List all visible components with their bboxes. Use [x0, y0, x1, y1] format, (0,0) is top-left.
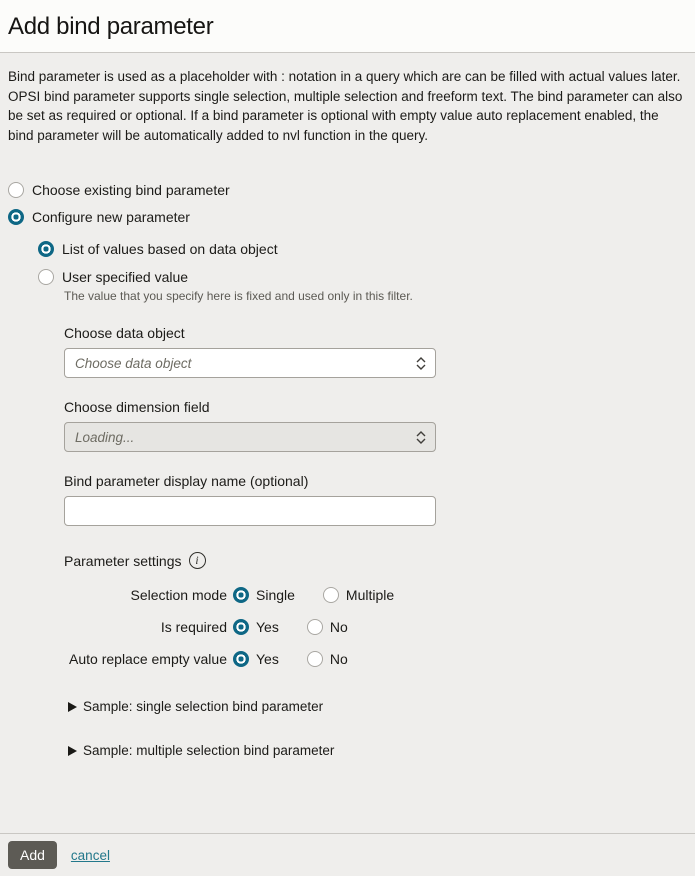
data-object-select-placeholder: Choose data object	[75, 355, 192, 371]
sample-multiple-label: Sample: multiple selection bind parameter	[83, 743, 335, 758]
disclosure-triangle-icon	[68, 746, 77, 756]
sample-single-label: Sample: single selection bind parameter	[83, 699, 324, 714]
data-object-field	[64, 325, 687, 378]
radio-required-yes-label: Yes	[256, 619, 279, 635]
radio-option-user-specified[interactable]	[38, 269, 687, 285]
info-icon[interactable]: i	[189, 552, 206, 569]
radio-option-configure-new[interactable]	[8, 209, 687, 225]
radio-choose-existing[interactable]	[8, 182, 24, 198]
auto-replace-option-no[interactable]	[307, 651, 348, 667]
field-section	[64, 325, 687, 526]
radio-auto-replace-yes[interactable]	[233, 651, 249, 667]
display-name-label: Bind parameter display name (optional)	[64, 473, 309, 489]
selection-mode-label: Selection mode	[130, 587, 227, 603]
radio-selection-single-label: Single	[256, 587, 295, 603]
dialog-body	[0, 53, 695, 833]
selection-mode-option-single[interactable]	[233, 587, 295, 603]
is-required-option-yes[interactable]	[233, 619, 279, 635]
data-object-label: Choose data object	[64, 325, 185, 341]
radio-option-choose-existing[interactable]	[8, 182, 687, 198]
sample-sections	[68, 699, 687, 758]
radio-selection-single[interactable]	[233, 587, 249, 603]
radio-user-specified-label: User specified value	[62, 269, 189, 285]
is-required-row	[8, 619, 687, 635]
page-title: Add bind parameter	[8, 13, 214, 40]
auto-replace-label: Auto replace empty value	[69, 651, 227, 667]
auto-replace-option-yes[interactable]	[233, 651, 279, 667]
sample-multiple-disclosure[interactable]	[68, 743, 687, 758]
radio-required-no-label: No	[329, 619, 348, 635]
data-object-select[interactable]	[64, 348, 436, 378]
new-parameter-type-group	[38, 241, 687, 303]
add-button[interactable]: Add	[8, 841, 57, 869]
parameter-settings-header	[64, 552, 687, 569]
display-name-field	[64, 473, 687, 526]
radio-configure-new-label: Configure new parameter	[32, 209, 190, 225]
select-updown-icon	[416, 431, 426, 444]
selection-mode-row	[8, 587, 687, 603]
auto-replace-row	[8, 651, 687, 667]
disclosure-triangle-icon	[68, 702, 77, 712]
parameter-settings-title: Parameter settings	[64, 552, 182, 569]
is-required-option-no[interactable]	[307, 619, 348, 635]
bind-parameter-source-group	[8, 182, 687, 303]
dialog-footer	[0, 833, 695, 876]
radio-selection-multiple-label: Multiple	[345, 587, 395, 603]
display-name-input[interactable]	[64, 496, 436, 526]
radio-configure-new[interactable]	[8, 209, 24, 225]
sample-single-disclosure[interactable]	[68, 699, 687, 714]
radio-user-specified[interactable]	[38, 269, 54, 285]
dimension-field-label: Choose dimension field	[64, 399, 210, 415]
radio-choose-existing-label: Choose existing bind parameter	[32, 182, 230, 198]
radio-selection-multiple[interactable]	[323, 587, 339, 603]
radio-list-of-values-label: List of values based on data object	[62, 241, 278, 257]
radio-auto-replace-yes-label: Yes	[256, 651, 279, 667]
radio-auto-replace-no[interactable]	[307, 651, 323, 667]
select-updown-icon	[416, 357, 426, 370]
radio-list-of-values[interactable]	[38, 241, 54, 257]
user-specified-hint: The value that you specify here is fixed and used only in this filter.	[64, 289, 413, 303]
dimension-field-select-value: Loading...	[75, 429, 135, 445]
description-text: Bind parameter is used as a placeholder with : notation in a query which are can be filled with actual values later. OPSI bind parameter supports single selection, multiple selection and freeform text. The bind parameter can also be set as required or optional. If a bind parameter is optional with empty value auto replacement enabled, the bind parameter will be automatically added to nvl function in the query.	[8, 69, 683, 143]
is-required-label: Is required	[160, 619, 227, 635]
dimension-field	[64, 399, 687, 452]
radio-option-list-of-values[interactable]	[38, 241, 687, 257]
radio-required-no[interactable]	[307, 619, 323, 635]
radio-required-yes[interactable]	[233, 619, 249, 635]
cancel-link[interactable]: cancel	[70, 847, 110, 863]
dialog-header	[0, 0, 695, 53]
parameter-settings-rows	[8, 587, 687, 667]
dimension-field-select	[64, 422, 436, 452]
radio-auto-replace-no-label: No	[329, 651, 348, 667]
selection-mode-option-multiple[interactable]	[323, 587, 394, 603]
